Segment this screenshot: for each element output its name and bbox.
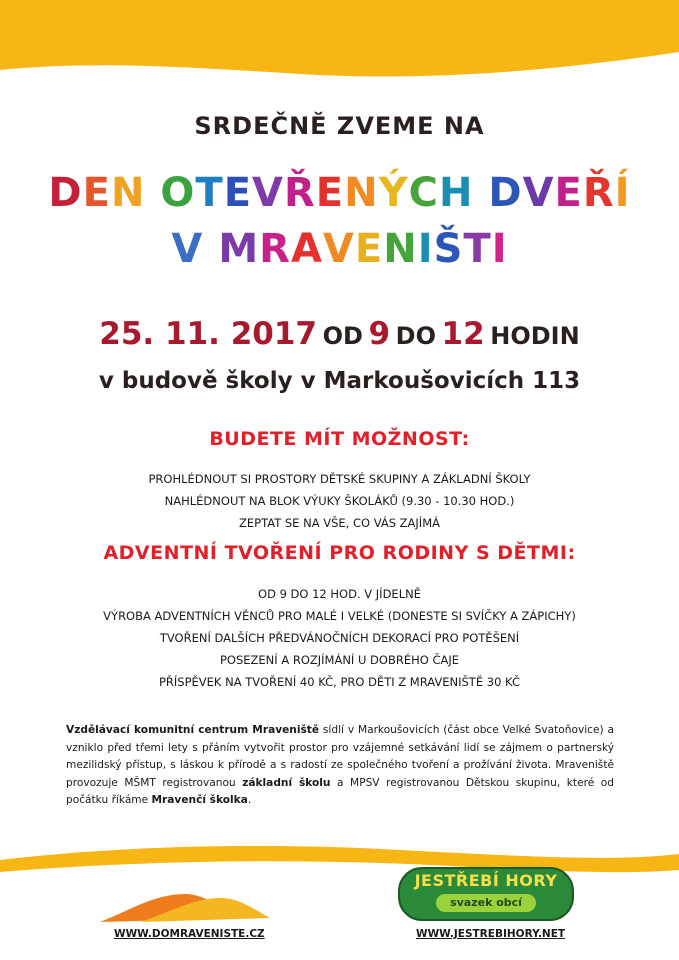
title-letter: E — [82, 170, 111, 216]
title-letter: A — [290, 226, 323, 272]
title-letter: N — [383, 226, 418, 272]
to-word: DO — [395, 322, 436, 350]
title-letter: E — [315, 170, 345, 216]
list-item: PŘÍSPĚVEK NA TVOŘENÍ 40 KČ, PRO DĚTI Z MRAVENIŠTĚ 30 KČ — [158, 675, 520, 689]
jestrebi-hory-title: JESTŘEBÍ HORY — [414, 871, 558, 890]
title-letter: Ý — [378, 170, 409, 216]
list-item: PROHLÉDNOUT SI PROSTORY DĚTSKÉ SKUPINY A ZÁKLADNÍ ŠKOLY — [148, 472, 531, 486]
title-letter — [203, 226, 218, 272]
from-hour: 9 — [368, 316, 391, 352]
list-item: NAHLÉDNOUT NA BLOK VÝUKY ŠKOLÁKŮ (9.30 - 10.30 HOD.) — [164, 494, 515, 508]
list-item: VÝROBA ADVENTNÍCH VĚNCŮ PRO MALÉ I VELKÉ (DONESTE SI SVÍČKY A ZÁPICHY) — [103, 609, 576, 623]
event-date: 25. 11. 2017 — [99, 316, 317, 352]
from-word: OD — [322, 322, 363, 350]
about-paragraph — [66, 722, 614, 810]
title-letter: T — [195, 170, 224, 216]
list-item: ZEPTAT SE NA VŠE, CO VÁS ZAJÍMÁ — [239, 516, 440, 530]
mraveniste-logo-hills — [100, 884, 270, 924]
title-letter: Š — [433, 226, 464, 272]
title-letter: O — [160, 170, 196, 216]
title-letter: I — [417, 226, 434, 272]
hours-word: HODIN — [490, 322, 580, 350]
title-letter: H — [438, 170, 474, 216]
title-letter: R — [259, 226, 291, 272]
about-text-2: a MPSV registrovanou Dětskou skupinu, které od počátku říkáme — [66, 776, 614, 806]
title-letter: D — [488, 170, 523, 216]
title-letter: I — [491, 226, 508, 272]
title-letter: V — [252, 170, 284, 216]
section-1-heading: BUDETE MÍT MOŽNOST: — [209, 428, 470, 450]
title-letter: Ř — [582, 170, 615, 216]
title-letter: E — [223, 170, 253, 216]
title-letter: E — [554, 170, 583, 216]
section-2-heading: ADVENTNÍ TVOŘENÍ PRO RODINY S DĚTMI: — [103, 542, 576, 564]
about-bold-1: Vzdělávací komunitní centrum Mraveniště — [66, 724, 320, 736]
event-title-line-2 — [0, 226, 679, 272]
about-bold-3: Mravenčí školka — [151, 794, 248, 806]
title-letter: V — [322, 226, 355, 272]
title-letter: N — [110, 170, 146, 216]
title-letter: N — [344, 170, 379, 216]
title-letter — [145, 170, 160, 216]
section-2-list — [0, 583, 679, 693]
about-text-1: sídlí v Markoušovicích (část obce Velké Svatoňovice) a vzniklo před třemi lety s přáním vytvořit prostor pro vzájemné setkávání lidí se zájmem o partnerský mezilidský přístup, s láskou k přírodě a s radostí ze společného tvoření a prožívání života. Mraveniště provozuje MŠMT registrovanou — [66, 724, 614, 789]
event-title-line-1 — [0, 170, 679, 216]
link-domraveniste[interactable]: WWW.DOMRAVENISTE.CZ — [114, 928, 265, 940]
link-jestrebihory[interactable]: WWW.JESTREBIHORY.NET — [416, 928, 566, 940]
title-letter: E — [354, 226, 384, 272]
section-1-list — [0, 468, 679, 534]
title-letter: Í — [614, 170, 631, 216]
title-letter — [473, 170, 488, 216]
title-letter: V — [171, 226, 204, 272]
title-letter: V — [522, 170, 555, 216]
event-place: v budově školy v Markoušovicích 113 — [98, 368, 581, 394]
date-time-line — [0, 316, 679, 352]
about-text-3: . — [247, 794, 252, 806]
list-item: TVOŘENÍ DALŠÍCH PŘEDVÁNOČNÍCH DEKORACÍ PRO POTĚŠENÍ — [159, 631, 520, 645]
title-letter: D — [48, 170, 83, 216]
to-hour: 12 — [441, 316, 485, 352]
about-bold-2: základní školu — [242, 776, 331, 789]
title-letter: M — [218, 226, 260, 272]
title-letter: Ř — [283, 170, 316, 216]
top-wave-decoration — [0, 0, 679, 90]
list-item: POSEZENÍ A ROZJÍMÁNÍ U DOBRÉHO ČAJE — [219, 653, 460, 667]
invite-heading: SRDEČNĚ ZVEME NA — [194, 112, 485, 140]
jestrebi-hory-logo — [398, 867, 572, 919]
jestrebi-hory-subtitle: svazek obcí — [436, 894, 536, 912]
title-letter: T — [463, 226, 492, 272]
list-item: OD 9 DO 12 HOD. V JÍDELNĚ — [258, 587, 421, 601]
title-letter: C — [408, 170, 439, 216]
